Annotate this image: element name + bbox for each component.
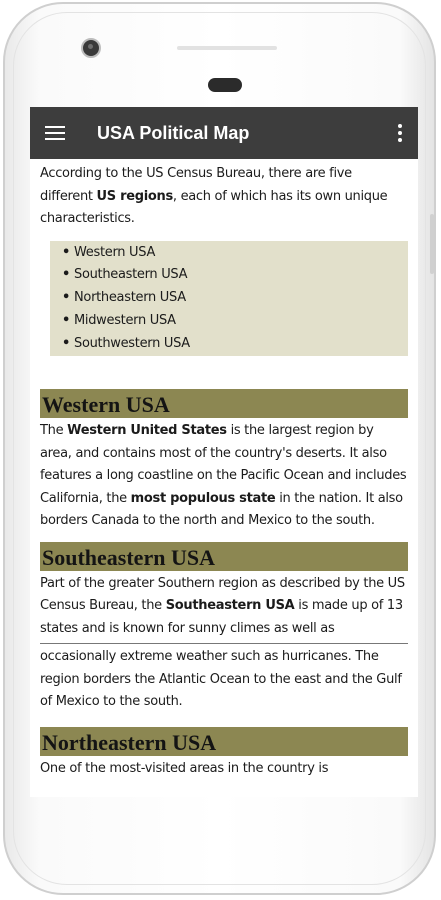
app-title: USA Political Map <box>97 122 250 143</box>
list-item: • Southeastern USA <box>62 264 408 287</box>
app-bar <box>30 107 418 159</box>
list-item: • Northeastern USA <box>62 287 408 310</box>
southeastern-paragraph-continued: occasionally extreme weather such as hurricanes. The region borders the Atlantic Ocean to the east and the Gulf of Mexico to the south. <box>40 649 402 710</box>
section-heading-western: Western USA <box>40 389 408 418</box>
western-paragraph <box>40 420 408 533</box>
section-heading-southeastern: Southeastern USA <box>40 542 408 571</box>
southeastern-text-1: Part of the greater Southern region as described by the US Census Bureau, the <box>40 575 405 614</box>
phone-frame <box>3 2 436 895</box>
southeastern-bold-1: Southeastern USA <box>165 598 295 614</box>
divider <box>40 643 408 644</box>
southeastern-paragraph <box>40 573 408 641</box>
western-bold-2: most populous state <box>130 490 276 506</box>
northeastern-paragraph: One of the most-visited areas in the country is <box>40 760 329 776</box>
list-item: • Midwestern USA <box>62 310 408 333</box>
intro-bold-text: US regions <box>96 188 173 204</box>
list-item: • Western USA <box>62 242 408 265</box>
more-options-icon[interactable] <box>390 123 410 143</box>
intro-text-end: , each of which has its own unique characteristics. <box>40 188 388 226</box>
intro-paragraph <box>40 163 408 231</box>
list-item: • Southwestern USA <box>62 333 408 356</box>
proximity-sensor <box>177 46 277 50</box>
volume-button <box>430 214 434 274</box>
section-heading-northeastern: Northeastern USA <box>40 727 408 756</box>
earpiece-speaker <box>208 78 242 92</box>
article-content <box>30 163 418 780</box>
app-screen <box>30 107 418 797</box>
region-list <box>50 241 408 357</box>
western-text-3: in the nation. It also borders Canada to the north and Mexico to the south. <box>40 490 403 529</box>
western-text-1: The <box>40 423 68 439</box>
western-text-2: is the largest region by area, and contains most of the country's deserts. It also features a long coastline on the Pacific Ocean and includes California, the <box>40 423 407 506</box>
hamburger-menu-icon[interactable] <box>45 126 65 140</box>
southeastern-text-2: is made up of 13 states and is known for sunny climes as well as <box>40 598 403 636</box>
front-camera <box>81 38 101 58</box>
western-bold-1: Western United States <box>67 423 227 439</box>
intro-text: According to the US Census Bureau, there are five different <box>40 166 352 204</box>
